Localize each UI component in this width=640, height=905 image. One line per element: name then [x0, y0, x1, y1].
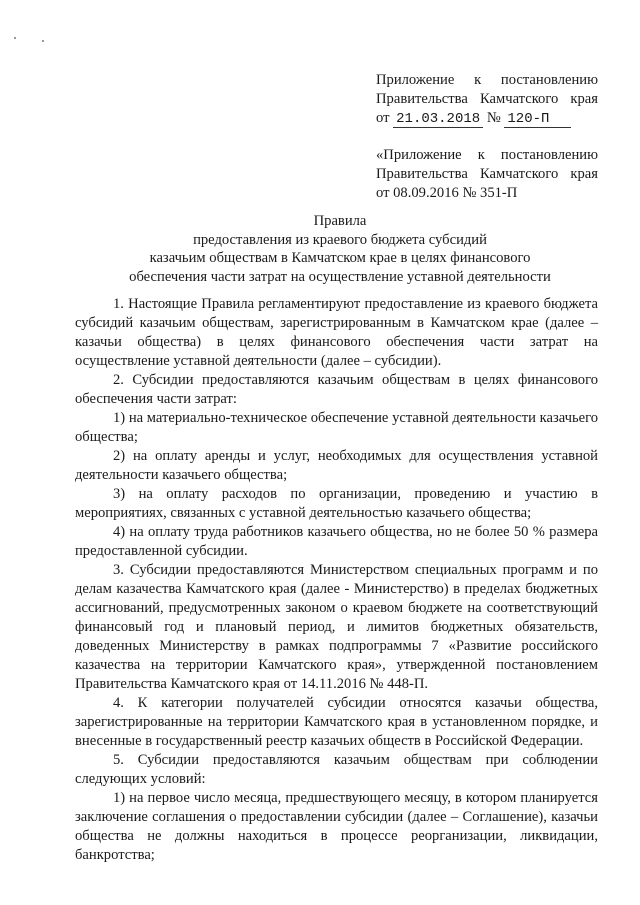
header2-line-3: от 08.09.2016 № 351-П — [376, 185, 518, 201]
scan-speck — [42, 40, 44, 42]
paragraph: 1) на первое число месяца, предшествующего месяцу, в котором планируется заключение соглашения о предоставлении субсидии (далее – Соглашение), казачьи общества не должны находиться в процессе реорганизации, ликвидации, банкротства; — [75, 790, 598, 863]
paragraph: 2. Субсидии предоставляются казачьим обществам в целях финансового обеспечения части затрат: — [75, 372, 598, 407]
document-body — [75, 295, 598, 865]
paragraph: 5. Субсидии предоставляются казачьим обществам при соблюдении следующих условий: — [75, 752, 598, 787]
decree-date: 21.03.2018 — [393, 111, 483, 128]
title-line: Правила — [313, 213, 367, 229]
paragraph: 4) на оплату труда работников казачьего общества, но не более 50 % размера предоставленной субсидии. — [75, 524, 598, 559]
original-decree-header — [376, 146, 598, 203]
paragraph: 1) на материально-техническое обеспечение уставной деятельности казачьего общества; — [75, 410, 598, 445]
title-line: казачьим обществам в Камчатском крае в целях финансового — [149, 250, 531, 266]
title-line: предоставления из краевого бюджета субсидий — [193, 231, 487, 248]
paragraph: 1. Настоящие Правила регламентируют предоставление из краевого бюджета субсидий казачьим обществам, зарегистрированным в Камчатском крае (далее – казачьи общества) в целях финансового обеспечения части затрат на осуществление уставной деятельности (далее – субсидии). — [75, 296, 598, 369]
document-title — [60, 212, 620, 286]
header-line-1: Приложение к постановлению — [376, 72, 598, 88]
header2-line-1: «Приложение к постановлению — [376, 147, 598, 163]
title-line: обеспечения части затрат на осуществление уставной деятельности — [129, 268, 551, 285]
paragraph: 4. К категории получателей субсидии относятся казачьи общества, зарегистрированные на территории Камчатского края в установленном порядке, и внесенные в государственный реестр казачьих обществ в Российской Федерации. — [75, 695, 598, 749]
decree-number: 120-П — [504, 111, 571, 128]
header2-line-2: Правительства Камчатского края — [376, 166, 598, 182]
paragraph: 2) на оплату аренды и услуг, необходимых для осуществления уставной деятельности казачьего общества; — [75, 448, 598, 483]
paragraph: 3. Субсидии предоставляются Министерством специальных программ и по делам казачества Камчатского края (далее - Министерство) в пределах бюджетных ассигнований, предусмотренных законом о краевом бюджете на соответствующий финансовый год и плановый период, и лимитов бюджетных обязательств, доведенных Министерству в рамках подпрограммы 7 «Развитие российского казачества на территории Камчатского края», утвержденной постановлением Правительства Камчатского края от 14.11.2016 № 448-П. — [75, 562, 598, 692]
scan-speck — [14, 37, 16, 39]
header-line-3: от 21.03.2018 № 120-П — [376, 109, 598, 129]
approval-header — [376, 71, 598, 129]
header-line-2: Правительства Камчатского края — [376, 91, 598, 107]
paragraph: 3) на оплату расходов по организации, проведению и участию в мероприятиях, связанных с уставной деятельностью казачьего общества; — [75, 486, 598, 521]
